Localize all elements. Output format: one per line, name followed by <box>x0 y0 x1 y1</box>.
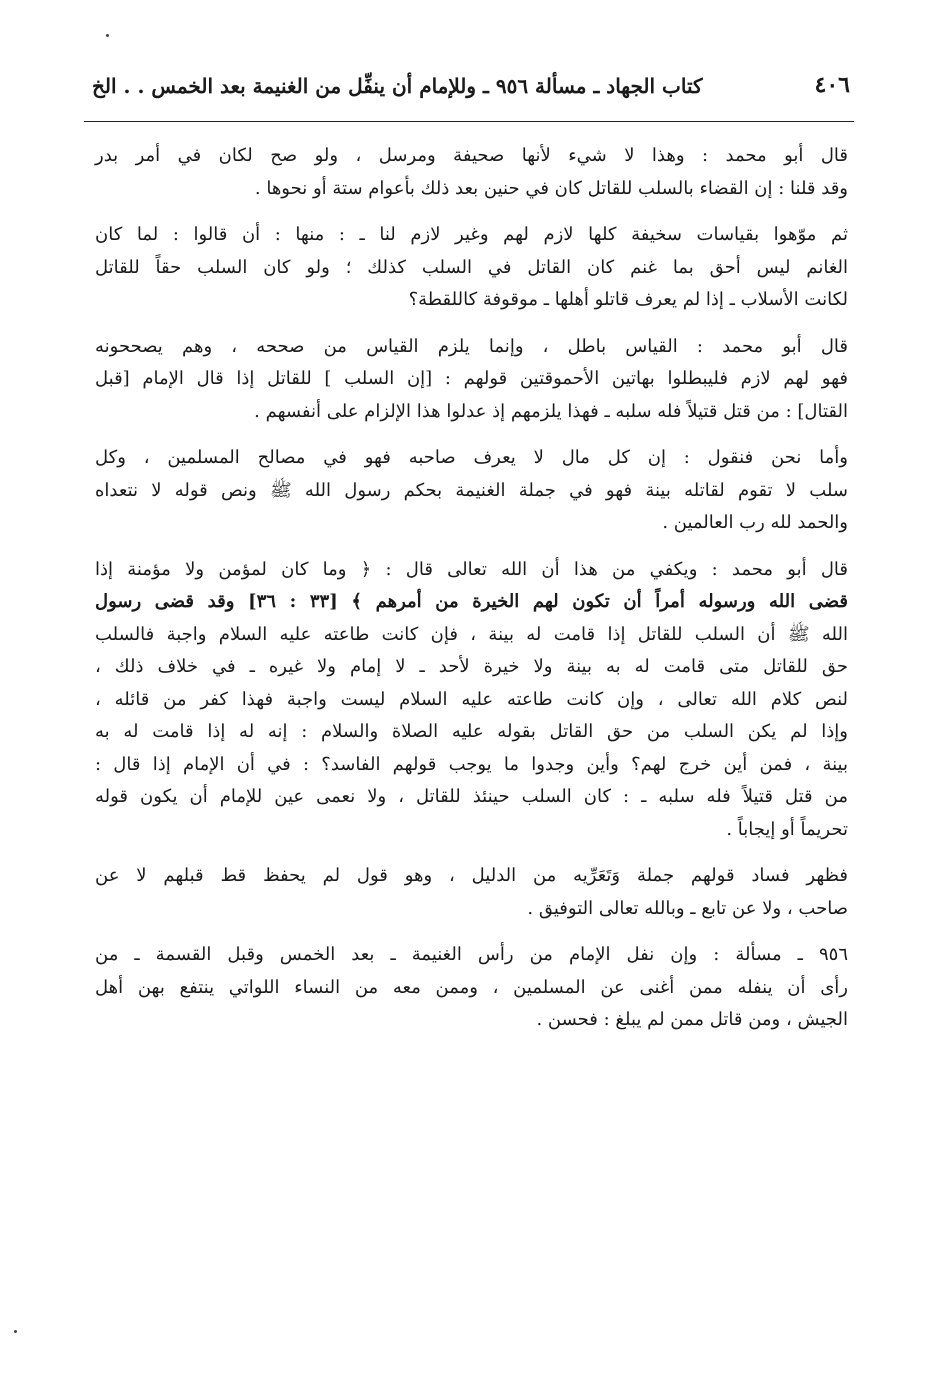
scan-speck <box>14 1330 17 1333</box>
text-line: الجيش ، ومن قاتل ممن لم يبلغ : فحسن . <box>536 1009 848 1030</box>
text-line: حق للقاتل متى قامت له به بينة ولا خيرة لأحد ـ لا إمام ولا غيره ـ في خلاف ذلك ، <box>95 656 848 677</box>
text-line: تحريماً أو إيجاباً . <box>726 818 848 840</box>
text-line: من قتل قتيلاً فله سلبه ـ : كان السلب حينئذ للقاتل ، ولا نعمى عين للإمام أن يكون قوله <box>95 786 848 807</box>
running-title: كتاب الجهاد ـ مسألة ٩٥٦ ـ وللإمام أن ينفِّل من الغنيمة بعد الخمس . . الخ <box>92 74 703 98</box>
scan-speck <box>106 34 109 37</box>
paragraph <box>95 554 848 847</box>
header-rule <box>84 121 854 122</box>
text-line: قال أبو محمد : القياس باطل ، وإنما يلزم القياس من صححه ، وهم يصححونه <box>95 335 848 357</box>
paragraph <box>95 219 848 317</box>
text-line: قال أبو محمد : وهذا لا شيء لأنها صحيفة ومرسل ، ولو صح لكان في أمر بدر <box>95 145 848 166</box>
paragraph <box>95 442 848 540</box>
page-header <box>92 72 850 112</box>
text-line: لكانت الأسلاب ـ إذا لم يعرف قاتلو أهلها ـ موقوفة كاللقطة؟ <box>408 289 848 310</box>
issue-heading-line: ٩٥٦ ـ مسألة : وإن نفل الإمام من رأس الغنيمة ـ بعد الخمس وقبل القسمة ـ من <box>95 944 848 965</box>
text-line: والحمد لله رب العالمين . <box>662 512 848 533</box>
page-number: ٤٠٦ <box>814 72 850 98</box>
text-line: رأى أن ينفله ممن أغنى عن المسلمين ، وممن معه من النساء اللواتي ينتفع بهن أهل <box>95 976 848 998</box>
text-line: الغانم ليس أحق بما غنم كان القاتل في السلب كذلك ؛ ولو كان السلب حقاً للقاتل <box>95 256 848 278</box>
text-line: فظهر فساد قولهم جملة وَتَعَرِّيه من الدليل ، وهو قول لم يحفظ قط قبلهم لا عن <box>95 865 848 886</box>
text-line: وقد قلنا : إن القضاء بالسلب للقاتل كان في حنين بعد ذلك بأعوام ستة أو نحوها . <box>254 177 848 199</box>
text-line: الله ﷺ أن السلب للقاتل إذا قامت له بينة ، فإن كانت طاعته عليه السلام واجبة فالسلب <box>95 623 848 645</box>
main-text <box>95 140 848 1051</box>
paragraph <box>95 140 848 205</box>
text-line: قال أبو محمد : ويكفي من هذا أن الله تعالى قال : ﴿ وما كان لمؤمن ولا مؤمنة إذا <box>95 558 848 580</box>
text-line: سلب لا تقوم لقاتله بينة فهو في جملة الغنيمة بحكم رسول الله ﷺ ونص قوله لا نتعداه <box>95 479 848 501</box>
text-line: صاحب ، ولا عن تابع ـ وبالله تعالى التوفيق . <box>527 897 848 919</box>
text-line: لنص كلام الله تعالى ، وإن كانت طاعته عليه السلام ليست واجبة فهذا كفر من قائله ، <box>95 688 848 710</box>
text-line: القتال] : من قتل قتيلاً فله سلبه ـ فهذا يلزمهم إذ عدلوا هذا الإلزام على أنفسهم . <box>254 400 848 422</box>
paragraph <box>95 331 848 429</box>
text-line-quran-verse: قضى الله ورسوله أمراً أن تكون لهم الخيرة من أمرهم ﴾ [٣٣ : ٣٦] وقد قضى رسول <box>95 591 848 612</box>
text-line: بينة ، فمن أين خرج لهم؟ وأين وجدوا ما يوجب قولهم الفاسد؟ : في أن الإمام إذا قال : <box>95 753 848 775</box>
paragraph <box>95 860 848 925</box>
text-line: ثم موّهوا بقياسات سخيفة كلها لازم لهم وغير لازم لنا ـ : منها : أن قالوا : لما كان <box>95 224 848 245</box>
text-line: فهو لهم لازم فليبطلوا بهاتين الأحموقتين قولهم : [إن السلب ] للقاتل إذا قال الإمام [قبل <box>95 368 848 389</box>
issue-paragraph <box>95 939 848 1037</box>
text-line: وإذا لم يكن السلب من حق القاتل بقوله عليه الصلاة والسلام : إنه له إذا قامت له به <box>95 721 848 742</box>
text-line: وأما نحن فنقول : إن كل مال لا يعرف صاحبه فهو في مصالح المسلمين ، وكل <box>95 447 848 468</box>
